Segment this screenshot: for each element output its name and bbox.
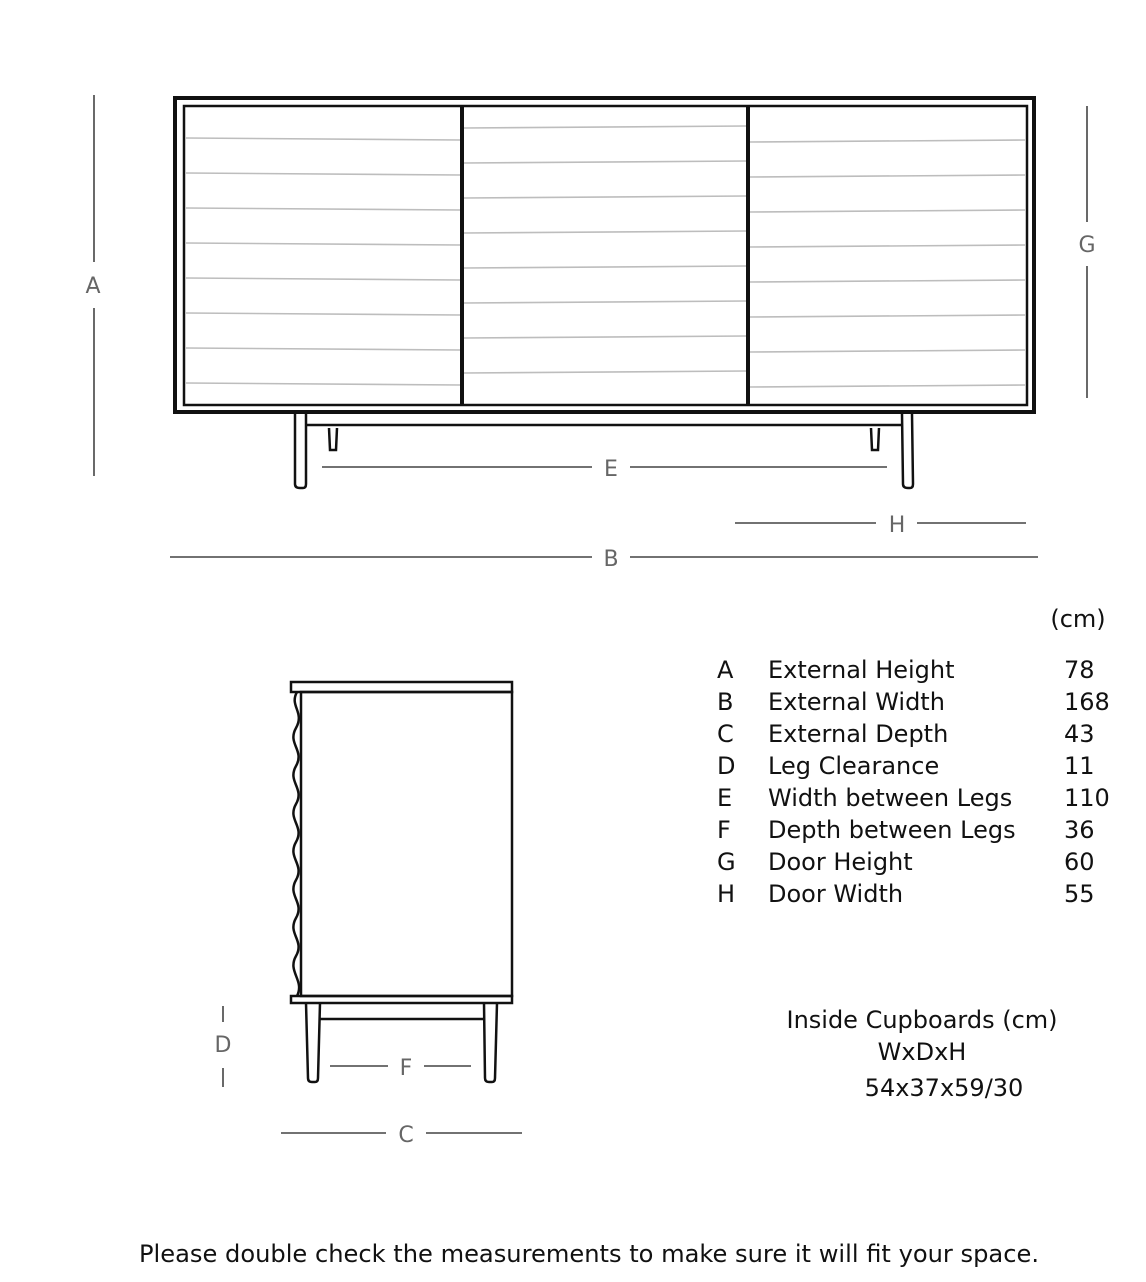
- inside-cupboards: [786, 1006, 1057, 1102]
- inside-cupboards-title: Inside Cupboards (cm): [786, 1006, 1058, 1034]
- dimension-label-a: A: [85, 274, 101, 299]
- row-value: 168: [1064, 688, 1110, 716]
- unit-header: (cm): [1050, 605, 1106, 633]
- row-value: 60: [1064, 848, 1095, 876]
- right-door-slats: [750, 140, 1025, 387]
- row-name: Door Width: [768, 880, 904, 908]
- row-key: A: [717, 656, 734, 684]
- table-row: [717, 752, 1095, 780]
- table-row: [717, 784, 1110, 812]
- row-value: 36: [1064, 816, 1095, 844]
- row-key: E: [717, 784, 733, 812]
- front-view: [175, 98, 1034, 488]
- dimension-h: [735, 513, 1026, 538]
- left-door-slats: [186, 138, 460, 385]
- row-value: 11: [1064, 752, 1095, 780]
- row-key: B: [717, 688, 734, 716]
- table-row: [717, 848, 1095, 876]
- row-value: 55: [1064, 880, 1095, 908]
- row-value: 43: [1064, 720, 1095, 748]
- dimension-label-h: H: [888, 513, 906, 538]
- row-name: Door Height: [768, 848, 913, 876]
- dimension-e: [322, 457, 887, 482]
- row-name: External Depth: [768, 720, 949, 748]
- measurements-table: [717, 605, 1110, 908]
- inside-cupboards-format: WxDxH: [877, 1038, 967, 1066]
- side-leg-left: [306, 1003, 320, 1082]
- front-inner-frame: [184, 106, 1027, 405]
- footer-note: Please double check the measurements to make sure it will fit your space.: [139, 1240, 1039, 1268]
- row-name: External Height: [768, 656, 955, 684]
- dimension-label-e: E: [604, 457, 618, 482]
- dimension-b: [170, 547, 1038, 572]
- front-outer-frame: [175, 98, 1034, 412]
- rear-leg-left: [329, 428, 337, 450]
- dimension-d: [215, 1006, 232, 1087]
- row-key: F: [717, 816, 731, 844]
- row-value: 78: [1064, 656, 1095, 684]
- dimension-label-g: G: [1078, 233, 1096, 258]
- row-key: G: [717, 848, 736, 876]
- row-key: D: [717, 752, 736, 780]
- dimension-label-b: B: [603, 547, 619, 572]
- row-name: Width between Legs: [768, 784, 1013, 812]
- row-value: 110: [1064, 784, 1110, 812]
- table-row: [717, 656, 1095, 684]
- dimension-f: [330, 1056, 471, 1081]
- side-view: [291, 682, 512, 1082]
- middle-door-slats: [464, 126, 746, 373]
- row-key: C: [717, 720, 734, 748]
- front-leg-right: [902, 414, 913, 488]
- dimension-label-d: D: [214, 1033, 232, 1058]
- rear-leg-right: [871, 428, 879, 450]
- dimension-label-c: C: [398, 1123, 414, 1148]
- side-bottom: [291, 996, 512, 1003]
- side-body: [301, 692, 512, 996]
- row-name: Depth between Legs: [768, 816, 1016, 844]
- table-row: [717, 816, 1095, 844]
- table-row: [717, 880, 1095, 908]
- dimension-a: [85, 95, 100, 476]
- dimension-g: [1078, 106, 1095, 398]
- side-slat-profile: [293, 692, 299, 996]
- row-name: Leg Clearance: [768, 752, 940, 780]
- dimension-label-f: F: [399, 1056, 413, 1081]
- row-name: External Width: [768, 688, 945, 716]
- row-key: H: [717, 880, 736, 908]
- inside-cupboards-value: 54x37x59/30: [864, 1074, 1024, 1102]
- table-row: [717, 688, 1110, 716]
- front-leg-left: [295, 414, 306, 488]
- side-leg-right: [484, 1003, 497, 1082]
- table-row: [717, 720, 1095, 748]
- dimension-c: [281, 1123, 522, 1148]
- side-top: [291, 682, 512, 692]
